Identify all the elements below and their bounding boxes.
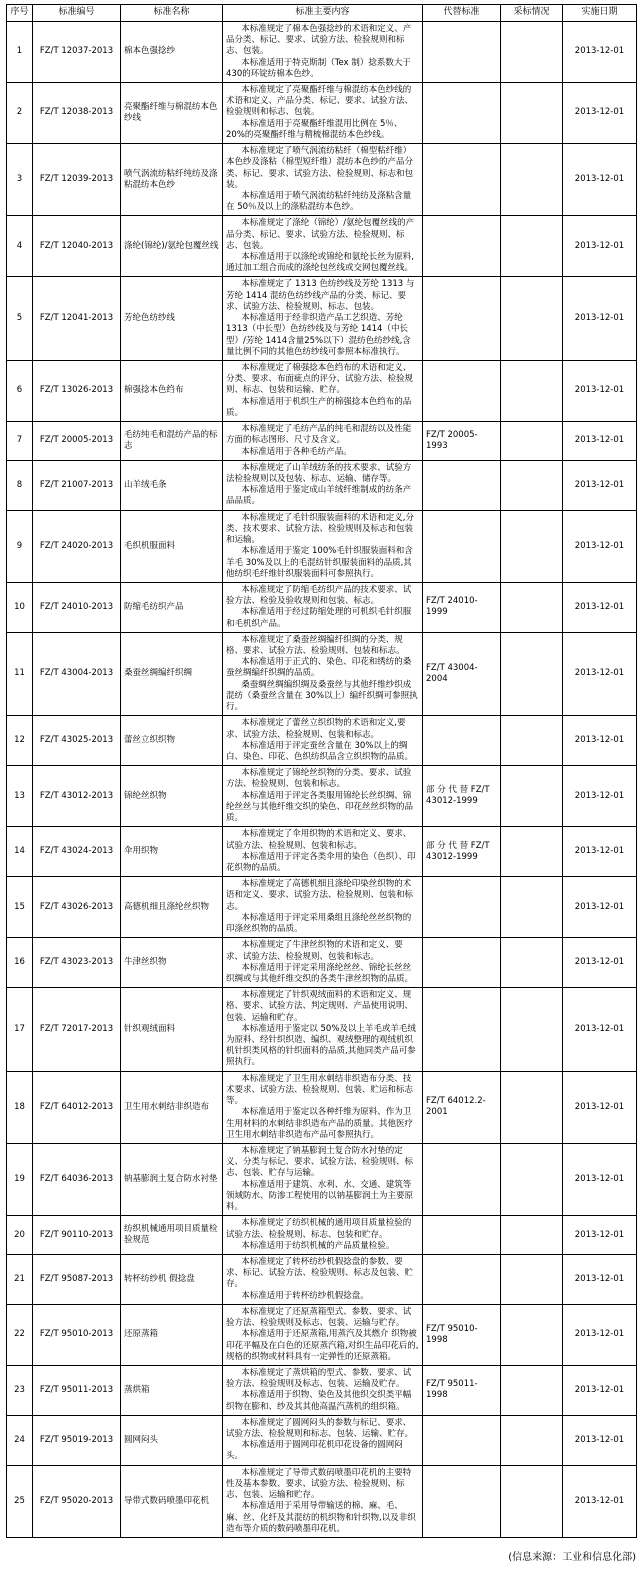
cell-adoption-status	[501, 144, 563, 216]
cell-effective-date: 2013-12-01	[563, 1365, 637, 1415]
content-paragraph: 本标准适用于鉴定以各种纤维为原料、作为卫生用材料的水刺结非织造布产品的质量。其他医疗卫生用水刺结非织造布产品可参照执行。	[226, 1107, 414, 1140]
cell-standard-code: FZ/T 12037-2013	[33, 21, 121, 82]
cell-standard-content	[223, 766, 423, 827]
content-paragraph: 本标准适用于建筑、水利、水、交通、建筑等领域防水、防渗工程使用的以钠基膨润土为主要原料。	[226, 1179, 414, 1213]
cell-standard-code: FZ/T 64012-2013	[33, 1071, 121, 1143]
cell-standard-name: 锦纶丝织物	[121, 766, 223, 827]
cell-standard-code: FZ/T 12040-2013	[33, 216, 121, 277]
cell-standard-content	[223, 422, 423, 461]
cell-effective-date: 2013-12-01	[563, 144, 637, 216]
cell-standard-name: 圆网闷头	[121, 1415, 223, 1465]
cell-seq: 1	[7, 21, 33, 82]
cell-seq: 24	[7, 1415, 33, 1465]
cell-standard-code: FZ/T 24020-2013	[33, 510, 121, 582]
cell-seq: 3	[7, 144, 33, 216]
cell-standard-name: 毛织机服面料	[121, 510, 223, 582]
cell-standard-name: 防缩毛纺织产品	[121, 582, 223, 632]
content-paragraph: 本标准规定了棉本色强捻纱的术语和定义、产品分类、标记、要求、试验方法、检验规则和标志、包装。	[226, 23, 412, 57]
table-row	[7, 1415, 637, 1465]
table-row	[7, 460, 637, 510]
cell-standard-content	[223, 1071, 423, 1143]
cell-adoption-status	[501, 1365, 563, 1415]
cell-standard-content	[223, 1304, 423, 1365]
content-paragraph: 本标准规定了蕾丝立织织物的术语和定义,要求、试验方法、检验规则、包装和标志。	[226, 718, 406, 740]
cell-standard-content	[223, 460, 423, 510]
cell-seq: 12	[7, 716, 33, 766]
content-paragraph: 本标准规定了涤纶（锦纶）/氨纶包覆丝线的产品分类、标记、要求、试验方法、检验规则、标志、包装。	[226, 218, 415, 251]
content-paragraph: 本标准适用于评定蚕丝含量在 30%以上的绸白、染色、印花、色织纺织品含立织织物的品质。	[226, 740, 414, 762]
cell-adoption-status	[501, 582, 563, 632]
cell-standard-code: FZ/T 43004-2013	[33, 632, 121, 716]
cell-replaced-standard	[423, 938, 501, 988]
content-paragraph: 本标准规定了锦纶丝织物的分类、要求、试验方法、检验规则、包装和标志。	[226, 768, 412, 790]
cell-effective-date: 2013-12-01	[563, 1304, 637, 1365]
cell-replaced-standard: 部 分 代 替 FZ/T 43012-1999	[423, 766, 501, 827]
cell-replaced-standard	[423, 216, 501, 277]
cell-effective-date: 2013-12-01	[563, 1144, 637, 1216]
content-paragraph: 本标准规定了山羊绒纺条的技术要求、试验方法检验规则以及包装、标志、运输、储存等。	[226, 462, 412, 484]
cell-replaced-standard	[423, 277, 501, 361]
column-header-replace: 代替标准	[423, 5, 501, 22]
cell-adoption-status	[501, 1071, 563, 1143]
content-paragraph: 本标准适用于喷气涡流纺粘纤纯纺及涤粘含量在 50％及以上的涤粘混纺本色纱。	[226, 190, 412, 213]
cell-adoption-status	[501, 82, 563, 143]
table-row	[7, 582, 637, 632]
cell-adoption-status	[501, 1304, 563, 1365]
cell-standard-code: FZ/T 21007-2013	[33, 460, 121, 510]
cell-standard-content	[223, 1365, 423, 1415]
cell-seq: 25	[7, 1465, 33, 1537]
cell-replaced-standard: FZ/T 95010-1998	[423, 1304, 501, 1365]
cell-adoption-status	[501, 1254, 563, 1304]
cell-effective-date: 2013-12-01	[563, 1465, 637, 1537]
content-paragraph: 本标准适用于评定各类伞用的染色（色织）、印花织物的品质。	[226, 851, 416, 873]
cell-adoption-status	[501, 1465, 563, 1537]
cell-replaced-standard	[423, 988, 501, 1072]
cell-standard-code: FZ/T 43012-2013	[33, 766, 121, 827]
cell-standard-content	[223, 582, 423, 632]
cell-standard-name: 高德机细且涤纶丝织物	[121, 877, 223, 938]
cell-standard-code: FZ/T 90110-2013	[33, 1216, 121, 1255]
content-paragraph: 本标准适用于转杯纺纱机假捻盘。	[241, 1290, 369, 1301]
content-paragraph: 桑蚕绸丝绸编织绸及桑蚕丝与其他纤维纱织成混纺（桑蚕丝含量在 30%以上）编纤织绸可参照执行。	[226, 679, 418, 713]
cell-effective-date: 2013-12-01	[563, 582, 637, 632]
cell-standard-code: FZ/T 64036-2013	[33, 1144, 121, 1216]
table-row	[7, 766, 637, 827]
table-row	[7, 827, 637, 877]
cell-adoption-status	[501, 277, 563, 361]
cell-standard-code: FZ/T 43026-2013	[33, 877, 121, 938]
cell-seq: 5	[7, 277, 33, 361]
content-paragraph: 本标准规定了纺织机械的通用项目质量检验的试验方法、检验规则、标志、包装和贮存。	[226, 1218, 412, 1240]
cell-adoption-status	[501, 766, 563, 827]
cell-standard-code: FZ/T 13026-2013	[33, 361, 121, 422]
content-paragraph: 本标准适用于鉴定以 50%及以上羊毛或羊毛绒为原料、经针织织造、编织、观绒整理的观绒机织机针织类风格的针织面料的品质,其他同类产品可参照执行。	[226, 1023, 416, 1068]
cell-standard-name: 钠基膨润土复合防水衬垫	[121, 1144, 223, 1216]
cell-adoption-status	[501, 460, 563, 510]
table-row	[7, 1071, 637, 1143]
cell-standard-content	[223, 877, 423, 938]
cell-standard-name: 蒸烘箱	[121, 1365, 223, 1415]
content-paragraph: 本标准适用于圆网印花机印花设备的圆网闷头。	[226, 1440, 403, 1462]
cell-standard-name: 纺织机械通用项目质量检验规范	[121, 1216, 223, 1255]
cell-standard-content	[223, 632, 423, 716]
cell-seq: 21	[7, 1254, 33, 1304]
cell-standard-name: 转杯纺纱机 假捻盘	[121, 1254, 223, 1304]
cell-standard-code: FZ/T 43023-2013	[33, 938, 121, 988]
content-paragraph: 本标准适用于经非织造产品工艺织造、芳纶 1313（中长型）色纺纱线及与芳纶 1414（中长型）/芳纶 1414含量25%以下）混纺色纺纱线,含量比例不同的其他色纺纱线可参照本标准执行。	[226, 313, 411, 357]
content-paragraph: 本标准规定了毛针织服装面料的术语和定义,分类、技术要求、试验方法、检验规则及标志和包装和运输。	[226, 512, 415, 546]
content-paragraph: 本标准规定了桑蚕丝绸编纤织绸的分类、规格、要求、试验方法、检验规则、包装和标志。	[226, 634, 405, 657]
cell-replaced-standard: FZ/T 24010-1999	[423, 582, 501, 632]
content-paragraph: 本标准规定了毛纺产品的纯毛和混纺以及性能方面的标志图形、尺寸及含义。	[226, 424, 412, 446]
table-row	[7, 361, 637, 422]
content-paragraph: 本标准适用于正式的、染色、印花和绣纺的桑蚕丝绸编纤织绸的品质。	[226, 657, 412, 679]
table-row	[7, 1216, 637, 1255]
content-paragraph: 本标准适用于特克斯制（Tex 制）捻系数大于430的环锭纺棉本色纱。	[226, 57, 411, 79]
cell-replaced-standard: FZ/T 43004-2004	[423, 632, 501, 716]
table-row	[7, 1465, 637, 1537]
cell-replaced-standard	[423, 82, 501, 143]
table-row	[7, 716, 637, 766]
table-row	[7, 1304, 637, 1365]
content-paragraph: 本标准规定了转杯纺纱机假捻盘的参数、要求、标记、试验方法、检验规则、标志及包装、贮存。	[226, 1256, 414, 1290]
cell-replaced-standard: FZ/T 20005-1993	[423, 422, 501, 461]
cell-standard-content	[223, 716, 423, 766]
cell-adoption-status	[501, 361, 563, 422]
content-paragraph: 本标准规定了蒸烘箱的型式、参数、要求、试验方法、检验规则及标志、包装、运输及贮存。	[226, 1367, 412, 1390]
cell-seq: 19	[7, 1144, 33, 1216]
cell-adoption-status	[501, 1216, 563, 1255]
cell-standard-name: 还原蒸箱	[121, 1304, 223, 1365]
table-row	[7, 422, 637, 461]
cell-effective-date: 2013-12-01	[563, 988, 637, 1072]
cell-effective-date: 2013-12-01	[563, 716, 637, 766]
content-paragraph: 本标准适用于亮聚酯纤维混用比例在 5％、20%的亮聚酯纤维与精梳棉混纺本色纱线。	[226, 118, 403, 140]
cell-effective-date: 2013-12-01	[563, 460, 637, 510]
table-row	[7, 510, 637, 582]
cell-replaced-standard	[423, 1144, 501, 1216]
content-paragraph: 本标准规定了防缩毛纺织产品的技术要求、试验方法、检验及验收规则和包装、标志。	[226, 584, 412, 607]
cell-seq: 16	[7, 938, 33, 988]
table-row	[7, 21, 637, 82]
content-paragraph: 本标准规定了伞用织物的术语和定义、要求、试验方法、检验规则、包装和标志。	[226, 829, 412, 851]
cell-standard-content	[223, 1254, 423, 1304]
cell-standard-name: 桑蚕丝绸编纤织绸	[121, 632, 223, 716]
cell-standard-content	[223, 988, 423, 1072]
cell-adoption-status	[501, 510, 563, 582]
cell-standard-code: FZ/T 43024-2013	[33, 827, 121, 877]
cell-standard-content	[223, 21, 423, 82]
cell-replaced-standard	[423, 1254, 501, 1304]
cell-effective-date: 2013-12-01	[563, 21, 637, 82]
table-row	[7, 877, 637, 938]
cell-replaced-standard	[423, 1415, 501, 1465]
table-row	[7, 82, 637, 143]
table-body	[7, 21, 637, 1537]
cell-seq: 11	[7, 632, 33, 716]
cell-replaced-standard	[423, 144, 501, 216]
cell-replaced-standard	[423, 716, 501, 766]
cell-adoption-status	[501, 422, 563, 461]
cell-standard-name: 牛津丝织物	[121, 938, 223, 988]
cell-seq: 14	[7, 827, 33, 877]
cell-effective-date: 2013-12-01	[563, 1415, 637, 1465]
cell-replaced-standard	[423, 1216, 501, 1255]
cell-standard-code: FZ/T 24010-2013	[33, 582, 121, 632]
cell-adoption-status	[501, 988, 563, 1072]
cell-effective-date: 2013-12-01	[563, 216, 637, 277]
cell-standard-code: FZ/T 95011-2013	[33, 1365, 121, 1415]
cell-effective-date: 2013-12-01	[563, 277, 637, 361]
cell-standard-content	[223, 1216, 423, 1255]
cell-adoption-status	[501, 877, 563, 938]
cell-seq: 20	[7, 1216, 33, 1255]
content-paragraph: 本标准适用于纺织机械的产品质量检验。	[241, 1240, 395, 1251]
content-paragraph: 本标准规定了还原蒸箱型式、参数、要求、试验方法、检验规则及标志、包装、运输与贮存。	[226, 1306, 412, 1329]
cell-seq: 17	[7, 988, 33, 1072]
content-paragraph: 本标准规定了针织观绒面料的术语和定义、规格、要求、试验方法、判定规则、产品使用说明、包装、运输和贮存。	[226, 990, 414, 1023]
cell-standard-content	[223, 1415, 423, 1465]
standards-table	[6, 4, 637, 1538]
content-paragraph: 本标准适用于经过防缩处理的可机织毛针织服和毛机织产品。	[226, 607, 412, 629]
cell-seq: 8	[7, 460, 33, 510]
table-row	[7, 277, 637, 361]
column-header-adopt: 采标情况	[501, 5, 563, 22]
cell-effective-date: 2013-12-01	[563, 1254, 637, 1304]
cell-adoption-status	[501, 716, 563, 766]
cell-effective-date: 2013-12-01	[563, 938, 637, 988]
cell-standard-code: FZ/T 95010-2013	[33, 1304, 121, 1365]
cell-standard-name: 芳纶色纺纱线	[121, 277, 223, 361]
cell-standard-name: 毛纺纯毛和混纺产品的标志	[121, 422, 223, 461]
cell-replaced-standard: 部 分 代 替 FZ/T 43012-1999	[423, 827, 501, 877]
content-paragraph: 本标准适用于织物、染色及其他织交织类平幅织物在膨和、纱及其其他高温汽蒸机的组织箱。	[226, 1390, 412, 1412]
cell-standard-content	[223, 510, 423, 582]
cell-standard-content	[223, 1465, 423, 1537]
cell-effective-date: 2013-12-01	[563, 422, 637, 461]
cell-standard-content	[223, 1144, 423, 1216]
column-header-content: 标准主要内容	[223, 5, 423, 22]
content-paragraph: 本标准规定了圆网闷头的参数与标记、要求、试验方法、检验规则和标志、包装、运输、贮存。	[226, 1417, 414, 1440]
cell-adoption-status	[501, 827, 563, 877]
content-paragraph: 本标准规定了喷气涡流纺粘纤（棉型粘纤维）本色纱及涤粘（棉型短纤维）混纺本色纱的产品分类、标记、要求、试验方法、检验规则、标志和包装。	[226, 146, 414, 190]
table-row	[7, 1254, 637, 1304]
cell-standard-code: FZ/T 95087-2013	[33, 1254, 121, 1304]
cell-standard-code: FZ/T 95019-2013	[33, 1415, 121, 1465]
cell-replaced-standard	[423, 460, 501, 510]
table-header	[7, 5, 637, 22]
cell-standard-content	[223, 361, 423, 422]
cell-seq: 7	[7, 422, 33, 461]
cell-standard-name: 山羊绒毛条	[121, 460, 223, 510]
cell-standard-code: FZ/T 20005-2013	[33, 422, 121, 461]
cell-standard-name: 针织观绒面料	[121, 988, 223, 1072]
cell-seq: 2	[7, 82, 33, 143]
cell-standard-code: FZ/T 12041-2013	[33, 277, 121, 361]
cell-effective-date: 2013-12-01	[563, 766, 637, 827]
cell-standard-code: FZ/T 72017-2013	[33, 988, 121, 1072]
content-paragraph: 本标准适用于各种毛纺产品。	[241, 446, 352, 457]
column-header-code: 标准编号	[33, 5, 121, 22]
cell-adoption-status	[501, 216, 563, 277]
table-row	[7, 938, 637, 988]
content-paragraph: 本标准规定了卫生用水刺结非织造布分类、技术要求、试验方法、检验规则、包装、贮运和标志等。	[226, 1073, 414, 1107]
cell-standard-content	[223, 216, 423, 277]
cell-standard-name: 涤纶(锦纶)/氨纶包覆丝线	[121, 216, 223, 277]
cell-standard-content	[223, 277, 423, 361]
content-paragraph: 本标准适用于鉴定成山羊绒纤维制成的纺条产品品质。	[226, 485, 412, 507]
cell-standard-code: FZ/T 12039-2013	[33, 144, 121, 216]
cell-effective-date: 2013-12-01	[563, 632, 637, 716]
content-paragraph: 本标准适用于还原蒸箱,用蒸汽及其燃介 织物被印花平幅及在白色的还原蒸汽箱,对织生品印花后的,规格的织物或材料具有一定弹性的还原蒸箱。	[226, 1329, 419, 1362]
cell-seq: 13	[7, 766, 33, 827]
cell-adoption-status	[501, 632, 563, 716]
cell-adoption-status	[501, 1415, 563, 1465]
cell-seq: 23	[7, 1365, 33, 1415]
cell-adoption-status	[501, 1144, 563, 1216]
cell-standard-name: 蕾丝立织织物	[121, 716, 223, 766]
cell-replaced-standard: FZ/T 95011-1998	[423, 1365, 501, 1415]
cell-seq: 4	[7, 216, 33, 277]
table-row	[7, 1144, 637, 1216]
cell-seq: 15	[7, 877, 33, 938]
cell-standard-content	[223, 938, 423, 988]
cell-standard-content	[223, 144, 423, 216]
content-paragraph: 本标准适用于以涤纶或锦纶和氨纶长丝为原料,通过加工组合而成的涤纶包丝线或交网包覆丝线。	[226, 252, 415, 274]
content-paragraph: 本标准适用于机织生产的棉强捻本色绉布的品质。	[226, 396, 412, 418]
cell-effective-date: 2013-12-01	[563, 361, 637, 422]
cell-standard-name: 伞用织物	[121, 827, 223, 877]
content-paragraph: 本标准规定了高德机细且涤纶印染丝织物的术语和定义、要求、试验方法、检验规则、包装和标志。	[226, 879, 414, 912]
cell-standard-name: 卫生用水刺结非织造布	[121, 1071, 223, 1143]
content-paragraph: 本标准规定了导带式数码喷墨印花机的主要特性及基本参数、要求、试验方法、检验规则、标志、包装、运输和贮存。	[226, 1467, 412, 1501]
cell-replaced-standard	[423, 21, 501, 82]
content-paragraph: 本标准适用于评定采用桑组且涤纶丝丝织物的印涤丝织物的品质。	[226, 912, 412, 935]
source-note: (信息来源：工业和信息化部)	[508, 1552, 636, 1563]
cell-standard-code: FZ/T 12038-2013	[33, 82, 121, 143]
cell-replaced-standard	[423, 361, 501, 422]
cell-replaced-standard: FZ/T 64012.2-2001	[423, 1071, 501, 1143]
table-header-row	[7, 5, 637, 22]
content-paragraph: 本标准规定了亮聚酯纤维与棉混纺本色纱线的术语和定义、产品分类、标记、要求、试验方法、检验规则和标志、包装。	[226, 84, 414, 118]
cell-replaced-standard	[423, 1465, 501, 1537]
table-row	[7, 632, 637, 716]
cell-seq: 6	[7, 361, 33, 422]
cell-seq: 9	[7, 510, 33, 582]
cell-effective-date: 2013-12-01	[563, 1071, 637, 1143]
cell-standard-name: 导带式数码喷墨印花机	[121, 1465, 223, 1537]
cell-effective-date: 2013-12-01	[563, 877, 637, 938]
cell-seq: 18	[7, 1071, 33, 1143]
content-paragraph: 本标准适用于评定各类服用锦纶长丝织绸、锦纶丝丝与其他纤维交织的染色、印花丝丝织物的品质。	[226, 790, 414, 824]
table-row	[7, 988, 637, 1072]
table-row	[7, 1365, 637, 1415]
content-paragraph: 本标准规定了牛津丝织物的术语和定义、要求、试验方法、检验规则、包装和标志。	[226, 940, 403, 962]
content-paragraph: 本标准规定了棉强捻本色绉布的术语和定义、分类、要求、布面疵点的评分、试验方法、检验规则、标志、包装和运输、贮存。	[226, 363, 414, 396]
content-paragraph: 本标准规定了 1313 色纺纱线及芳纶 1313 与芳纶 1414 混纺色纺纱线产品的分类、标记、要求、试验方法、检验规则、标志、包装。	[226, 279, 415, 312]
content-paragraph: 本标准规定了钠基膨润土复合防水衬垫的定义、分类与标记、要求、试验方法、检验规则、标志、包装、贮存与运输。	[226, 1146, 414, 1179]
cell-effective-date: 2013-12-01	[563, 827, 637, 877]
table-row	[7, 216, 637, 277]
cell-adoption-status	[501, 21, 563, 82]
cell-standard-content	[223, 827, 423, 877]
column-header-date: 实施日期	[563, 5, 637, 22]
column-header-seq: 序号	[7, 5, 33, 22]
cell-standard-name: 棉本色强捻纱	[121, 21, 223, 82]
cell-replaced-standard	[423, 877, 501, 938]
cell-seq: 10	[7, 582, 33, 632]
cell-standard-name: 喷气涡流纺粘纤纯纺及涤粘混纺本色纱	[121, 144, 223, 216]
table-row	[7, 144, 637, 216]
content-paragraph: 本标准适用于采用导带输送的棉、麻、毛、麻、丝、化纤及其混纺的机织物和针织物,以及非织造布等介质的数码喷墨印花机。	[226, 1501, 416, 1534]
cell-effective-date: 2013-12-01	[563, 1216, 637, 1255]
cell-effective-date: 2013-12-01	[563, 510, 637, 582]
content-paragraph: 本标准适用于鉴定 100%毛针织服装面料和含羊毛 30%及以上的毛混纺针织服装面料的品质,其他纺织毛纤维针织服装面料可参照执行。	[226, 546, 413, 579]
cell-effective-date: 2013-12-01	[563, 82, 637, 143]
content-paragraph: 本标准适用于评定采用涤纶丝丝、锦纶长丝丝织绸或与其他纤维交织的各类牛津丝织物的品质。	[226, 962, 414, 984]
column-header-name: 标准名称	[121, 5, 223, 22]
cell-standard-name: 棉强捻本色绉布	[121, 361, 223, 422]
cell-adoption-status	[501, 938, 563, 988]
cell-replaced-standard	[423, 510, 501, 582]
cell-standard-content	[223, 82, 423, 143]
cell-standard-code: FZ/T 95020-2013	[33, 1465, 121, 1537]
cell-seq: 22	[7, 1304, 33, 1365]
cell-standard-code: FZ/T 43025-2013	[33, 716, 121, 766]
cell-standard-name: 亮聚酯纤维与棉混纺本色纱线	[121, 82, 223, 143]
